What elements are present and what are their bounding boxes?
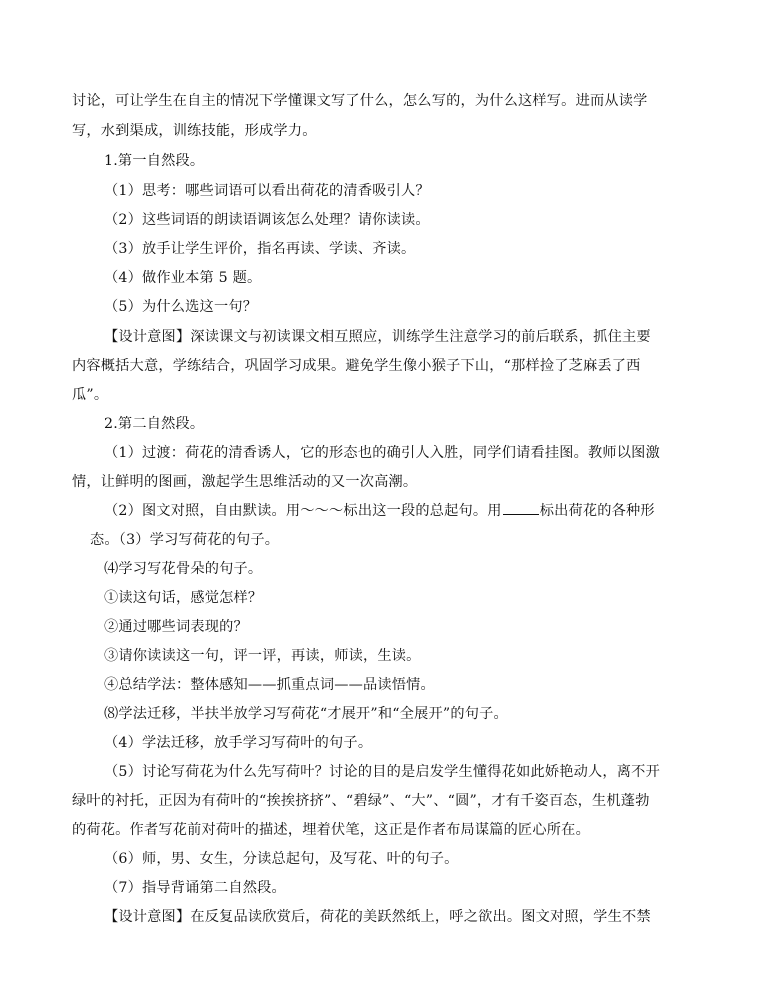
section-heading: 2.第二自然段。	[104, 416, 205, 432]
list-item: （4）学法迁移，放手学习写荷叶的句子。	[104, 735, 373, 751]
paragraph-line: 讨论，可让学生在自主的情况下学懂课文写了什么，怎么写的，为什么这样写。进而从读学	[72, 93, 648, 109]
list-item: （5）为什么选这一句？	[104, 299, 258, 315]
sub-item: ②通过哪些词表现的？	[104, 619, 248, 635]
sub-item: ④总结学法：整体感知——抓重点词——品读悟情。	[104, 677, 435, 693]
paragraph-line: 态。（3）学习写荷花的句子。	[90, 532, 280, 548]
sub-item: ③请你读读这一句，评一评，再读，师读，生读。	[104, 648, 421, 664]
list-item-with-blank	[104, 501, 655, 521]
design-intent-paragraph: 【设计意图】深读课文与初读课文相互照应，训练学生注意学习的前后联系，抓住主要	[104, 329, 651, 345]
section-heading: 1.第一自然段。	[104, 153, 205, 169]
fill-in-blank	[503, 502, 539, 515]
list-item: （1）过渡：荷花的清香诱人，它的形态也的确引人入胜，同学们请看挂图。教师以图激	[104, 445, 660, 461]
list-item: （1）思考：哪些词语可以看出荷花的清香吸引人？	[104, 183, 430, 199]
paragraph-line: 内容概括大意，学练结合，巩固学习成果。避免学生像小猴子下山，“那样捡了芝麻丢了西	[72, 358, 641, 374]
list-item: （4）做作业本第 5 题。	[104, 270, 262, 286]
paragraph-line: 的荷花。作者写花前对荷叶的描述，埋着伏笔，这正是作者布局谋篇的匠心所在。	[72, 822, 590, 838]
sub-item: ⑻学法迁移，半扶半放学习写荷花“才展开”和“全展开”的句子。	[104, 706, 508, 722]
list-item: （5）讨论写荷花为什么先写荷叶？讨论的目的是启发学生懂得花如此娇艳动人，离不开	[104, 764, 660, 780]
list-item-text: 标出荷花的各种形	[539, 503, 655, 519]
paragraph-line: 绿叶的衬托，正因为有荷叶的“挨挨挤挤”、“碧绿”、“大”、“圆”，才有千姿百态，生机蓬勃	[72, 793, 650, 809]
list-item: （6）师，男、女生，分读总起句，及写花、叶的句子。	[104, 851, 459, 867]
sub-item: ⑷学习写花骨朵的句子。	[104, 561, 263, 577]
list-item: （3）放手让学生评价，指名再读、学读、齐读。	[104, 241, 416, 257]
paragraph-line: 写，水到渠成，训练技能，形成学力。	[72, 123, 317, 139]
list-item: （7）指导背诵第二自然段。	[104, 880, 286, 896]
design-intent-paragraph: 【设计意图】在反复品读欣赏后，荷花的美跃然纸上，呼之欲出。图文对照，学生不禁	[104, 909, 651, 925]
list-item-text: （2）图文对照，自由默读。用～～～标出这一段的总起句。用	[104, 503, 502, 519]
list-item: （2）这些词语的朗读语调该怎么处理？请你读读。	[104, 212, 430, 228]
paragraph-line: 情，让鲜明的图画，激起学生思维活动的又一次高潮。	[72, 474, 418, 490]
sub-item: ①读这句话，感觉怎样？	[104, 590, 263, 606]
paragraph-line: 瓜”。	[72, 387, 109, 403]
